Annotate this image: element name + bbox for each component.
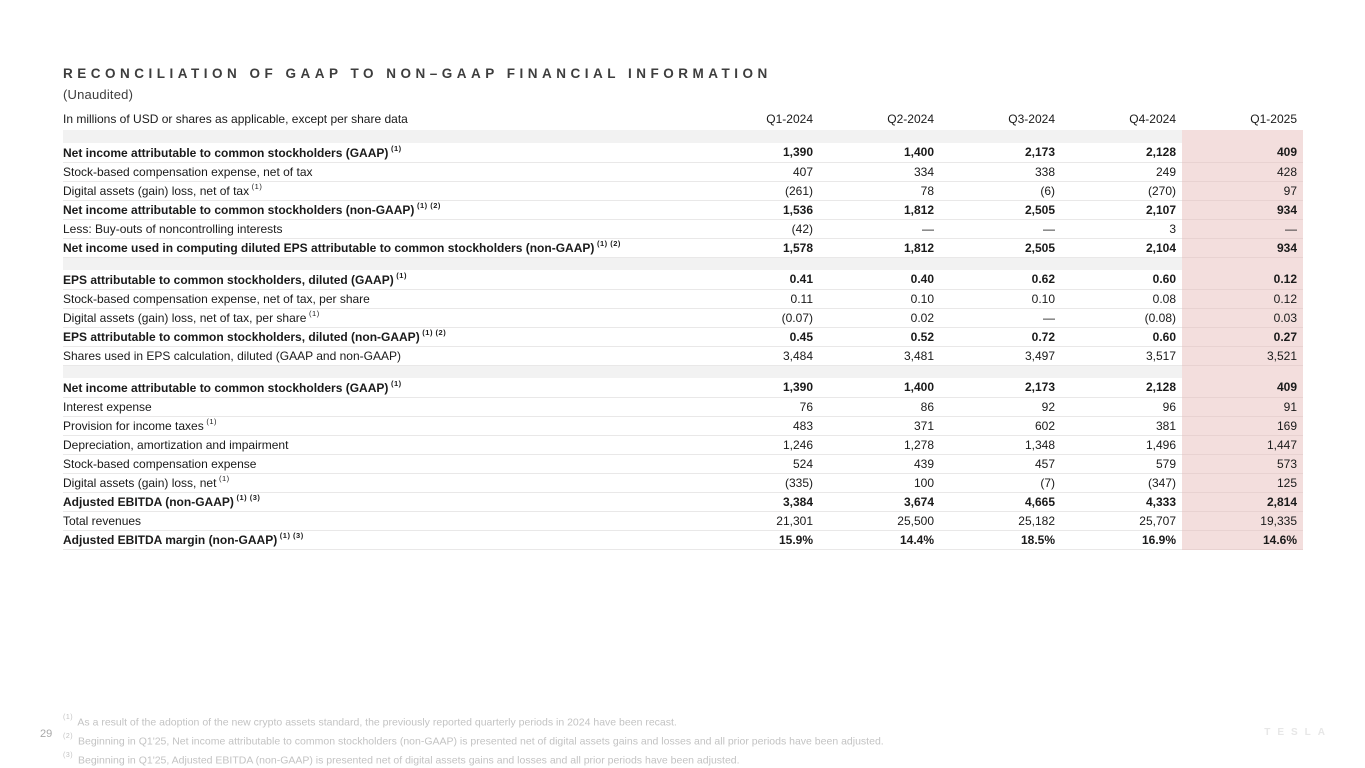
cell-value: 3,517: [1061, 346, 1182, 365]
section-spacer-highlight: [1182, 365, 1303, 378]
cell-value: 338: [940, 162, 1061, 181]
table-row: [63, 308, 1303, 327]
cell-value: 1,278: [819, 435, 940, 454]
footnote-marker: (1): [216, 474, 230, 483]
cell-value: 0.41: [698, 270, 819, 289]
cell-value: 1,447: [1182, 435, 1303, 454]
footnote-marker: (1): [388, 143, 402, 153]
cell-value: 0.02: [819, 308, 940, 327]
table-row: [63, 492, 1303, 511]
table-row: [63, 346, 1303, 365]
row-label: Stock-based compensation expense, net of tax: [63, 162, 698, 181]
footnote-marker: (1) (3): [233, 493, 261, 502]
table-header-row: [63, 108, 1303, 130]
page-title: RECONCILIATION OF GAAP TO NON–GAAP FINANCIAL INFORMATION: [63, 66, 772, 81]
cell-value: 4,333: [1061, 492, 1182, 511]
cell-value: (6): [940, 181, 1061, 200]
cell-value: 0.52: [819, 327, 940, 346]
cell-value: 934: [1182, 238, 1303, 257]
reconciliation-table: [63, 108, 1303, 550]
cell-value: 407: [698, 162, 819, 181]
cell-value: 0.08: [1061, 289, 1182, 308]
cell-value: 169: [1182, 416, 1303, 435]
cell-value: 0.11: [698, 289, 819, 308]
cell-value: 0.27: [1182, 327, 1303, 346]
table-row: [63, 416, 1303, 435]
footnote-marker: (1) (2): [414, 201, 441, 210]
section-spacer: [63, 257, 1182, 270]
cell-value: 14.4%: [819, 530, 940, 549]
cell-value: 2,128: [1061, 143, 1182, 162]
footnotes: [63, 712, 1113, 768]
row-label: EPS attributable to common stockholders, diluted (non-GAAP) $^{(1) (2)}$: [63, 327, 698, 346]
cell-value: 4,665: [940, 492, 1061, 511]
footnote-marker: (1) (2): [419, 328, 447, 337]
table-row: [63, 397, 1303, 416]
cell-value: 15.9%: [698, 530, 819, 549]
cell-value: 1,578: [698, 238, 819, 257]
footnote-marker: (1): [203, 417, 217, 426]
cell-value: 1,400: [819, 143, 940, 162]
cell-value: 1,536: [698, 200, 819, 219]
cell-value: 409: [1182, 143, 1303, 162]
cell-value: 25,182: [940, 511, 1061, 530]
tesla-watermark: TESLA: [1264, 727, 1332, 738]
cell-value: 3: [1061, 219, 1182, 238]
section-spacer-row: [63, 130, 1303, 143]
footnote: $^{(2)}$ Beginning in Q1'25, Net income attributable to common stockholders (non-GAAP) is presented net of digital assets gains and losses and all prior periods have been adjusted.: [63, 733, 884, 748]
cell-value: 1,400: [819, 378, 940, 397]
column-header: Q4-2024: [1129, 112, 1176, 126]
cell-value: (270): [1061, 181, 1182, 200]
cell-value: 602: [940, 416, 1061, 435]
page-subtitle: (Unaudited): [63, 87, 134, 102]
cell-value: 3,384: [698, 492, 819, 511]
cell-value: 0.60: [1061, 327, 1182, 346]
row-label: Net income attributable to common stockholders (non-GAAP) $^{(1) (2)}$: [63, 200, 698, 219]
table-row: [63, 473, 1303, 492]
cell-value: 483: [698, 416, 819, 435]
cell-value: 934: [1182, 200, 1303, 219]
cell-value: 334: [819, 162, 940, 181]
footnote-marker: (1): [306, 309, 320, 318]
title-block: [63, 66, 772, 102]
row-label: Depreciation, amortization and impairment: [63, 435, 698, 454]
cell-value: 409: [1182, 378, 1303, 397]
row-label: Adjusted EBITDA margin (non-GAAP) $^{(1) (3)}$: [63, 530, 698, 549]
cell-value: 96: [1061, 397, 1182, 416]
table-row: [63, 200, 1303, 219]
cell-value: 92: [940, 397, 1061, 416]
cell-value: 78: [819, 181, 940, 200]
cell-value: 76: [698, 397, 819, 416]
section-spacer-highlight: [1182, 130, 1303, 143]
cell-value: 1,812: [819, 200, 940, 219]
cell-value: 0.10: [819, 289, 940, 308]
section-spacer: [63, 365, 1182, 378]
cell-value: 0.12: [1182, 289, 1303, 308]
table-row: [63, 435, 1303, 454]
cell-value: —: [940, 219, 1061, 238]
table-row: [63, 143, 1303, 162]
cell-value: (7): [940, 473, 1061, 492]
cell-value: 1,390: [698, 378, 819, 397]
cell-value: 125: [1182, 473, 1303, 492]
section-spacer-row: [63, 365, 1303, 378]
cell-value: 0.45: [698, 327, 819, 346]
cell-value: 3,497: [940, 346, 1061, 365]
column-header: Q1-2024: [766, 112, 813, 126]
cell-value: 16.9%: [1061, 530, 1182, 549]
cell-value: 0.60: [1061, 270, 1182, 289]
row-label: Stock-based compensation expense, net of tax, per share: [63, 289, 698, 308]
cell-value: —: [1182, 219, 1303, 238]
footnote: $^{(3)}$ Beginning in Q1'25, Adjusted EBITDA (non-GAAP) is presented net of digital assets gains and losses and all prior periods have been adjusted.: [63, 752, 740, 767]
cell-value: 524: [698, 454, 819, 473]
column-header: Q3-2024: [1008, 112, 1055, 126]
cell-value: 2,173: [940, 378, 1061, 397]
row-label: Adjusted EBITDA (non-GAAP) $^{(1) (3)}$: [63, 492, 698, 511]
cell-value: 25,707: [1061, 511, 1182, 530]
cell-value: 3,484: [698, 346, 819, 365]
table-row: [63, 238, 1303, 257]
cell-value: (335): [698, 473, 819, 492]
cell-value: 86: [819, 397, 940, 416]
cell-value: —: [819, 219, 940, 238]
footnote-marker: (2): [63, 733, 74, 740]
cell-value: 2,173: [940, 143, 1061, 162]
table-row: [63, 530, 1303, 549]
table-row: [63, 378, 1303, 397]
cell-value: 381: [1061, 416, 1182, 435]
row-label: Net income used in computing diluted EPS attributable to common stockholders (non-GAAP) $^{(1) (2)}$: [63, 238, 698, 257]
cell-value: 19,335: [1182, 511, 1303, 530]
cell-value: (42): [698, 219, 819, 238]
table-row: [63, 327, 1303, 346]
section-spacer: [63, 130, 1182, 143]
cell-value: (261): [698, 181, 819, 200]
row-label: Net income attributable to common stockholders (GAAP) $^{(1)}$: [63, 143, 698, 162]
section-spacer-row: [63, 257, 1303, 270]
row-label: Shares used in EPS calculation, diluted (GAAP and non-GAAP): [63, 346, 698, 365]
table-body: [63, 130, 1303, 549]
footnote-marker: (1): [388, 378, 402, 388]
cell-value: (347): [1061, 473, 1182, 492]
page-number: 29: [40, 728, 53, 740]
row-label: Provision for income taxes $^{(1)}$: [63, 416, 698, 435]
footnote-marker: (1) (2): [594, 239, 621, 248]
cell-value: 573: [1182, 454, 1303, 473]
cell-value: 21,301: [698, 511, 819, 530]
cell-value: (0.08): [1061, 308, 1182, 327]
cell-value: 579: [1061, 454, 1182, 473]
cell-value: 0.62: [940, 270, 1061, 289]
row-label: Digital assets (gain) loss, net of tax, per share $^{(1)}$: [63, 308, 698, 327]
row-label: Digital assets (gain) loss, net of tax $^{(1)}$: [63, 181, 698, 200]
cell-value: 3,674: [819, 492, 940, 511]
table-row: [63, 289, 1303, 308]
footnote-marker: (1): [249, 182, 263, 191]
section-spacer-highlight: [1182, 257, 1303, 270]
cell-value: (0.07): [698, 308, 819, 327]
row-label: Interest expense: [63, 397, 698, 416]
cell-value: 100: [819, 473, 940, 492]
cell-value: 371: [819, 416, 940, 435]
cell-value: 0.72: [940, 327, 1061, 346]
row-label: Total revenues: [63, 511, 698, 530]
cell-value: 2,128: [1061, 378, 1182, 397]
cell-value: 0.10: [940, 289, 1061, 308]
cell-value: 14.6%: [1182, 530, 1303, 549]
table-row: [63, 219, 1303, 238]
column-header: Q2-2024: [887, 112, 934, 126]
table-row: [63, 181, 1303, 200]
cell-value: 439: [819, 454, 940, 473]
row-label: Stock-based compensation expense: [63, 454, 698, 473]
row-label: EPS attributable to common stockholders, diluted (GAAP) $^{(1)}$: [63, 270, 698, 289]
table-unit-note: In millions of USD or shares as applicable, except per share data: [63, 112, 408, 126]
cell-value: 18.5%: [940, 530, 1061, 549]
cell-value: 1,348: [940, 435, 1061, 454]
cell-value: 3,481: [819, 346, 940, 365]
table-row: [63, 454, 1303, 473]
cell-value: 91: [1182, 397, 1303, 416]
cell-value: 25,500: [819, 511, 940, 530]
cell-value: 0.03: [1182, 308, 1303, 327]
cell-value: 3,521: [1182, 346, 1303, 365]
cell-value: 457: [940, 454, 1061, 473]
cell-value: 0.12: [1182, 270, 1303, 289]
cell-value: 1,246: [698, 435, 819, 454]
cell-value: 428: [1182, 162, 1303, 181]
cell-value: 2,107: [1061, 200, 1182, 219]
cell-value: 2,104: [1061, 238, 1182, 257]
cell-value: 2,505: [940, 200, 1061, 219]
footnote-marker: (1): [63, 714, 74, 721]
footnote-marker: (3): [63, 752, 74, 759]
cell-value: 1,812: [819, 238, 940, 257]
table-row: [63, 162, 1303, 181]
cell-value: 249: [1061, 162, 1182, 181]
cell-value: 2,814: [1182, 492, 1303, 511]
row-label: Digital assets (gain) loss, net $^{(1)}$: [63, 473, 698, 492]
row-label: Less: Buy-outs of noncontrolling interests: [63, 219, 698, 238]
cell-value: 1,390: [698, 143, 819, 162]
footnote-marker: (1) (3): [277, 531, 304, 540]
cell-value: 2,505: [940, 238, 1061, 257]
column-header: Q1-2025: [1250, 112, 1297, 126]
cell-value: 97: [1182, 181, 1303, 200]
cell-value: 1,496: [1061, 435, 1182, 454]
row-label: Net income attributable to common stockholders (GAAP) $^{(1)}$: [63, 378, 698, 397]
table-row: [63, 511, 1303, 530]
footnote: $^{(1)}$ As a result of the adoption of the new crypto assets standard, the previously reported quarterly periods in 2024 have been recast.: [63, 714, 677, 729]
cell-value: 0.40: [819, 270, 940, 289]
table-row: [63, 270, 1303, 289]
footnote-marker: (1): [393, 270, 407, 280]
cell-value: —: [940, 308, 1061, 327]
